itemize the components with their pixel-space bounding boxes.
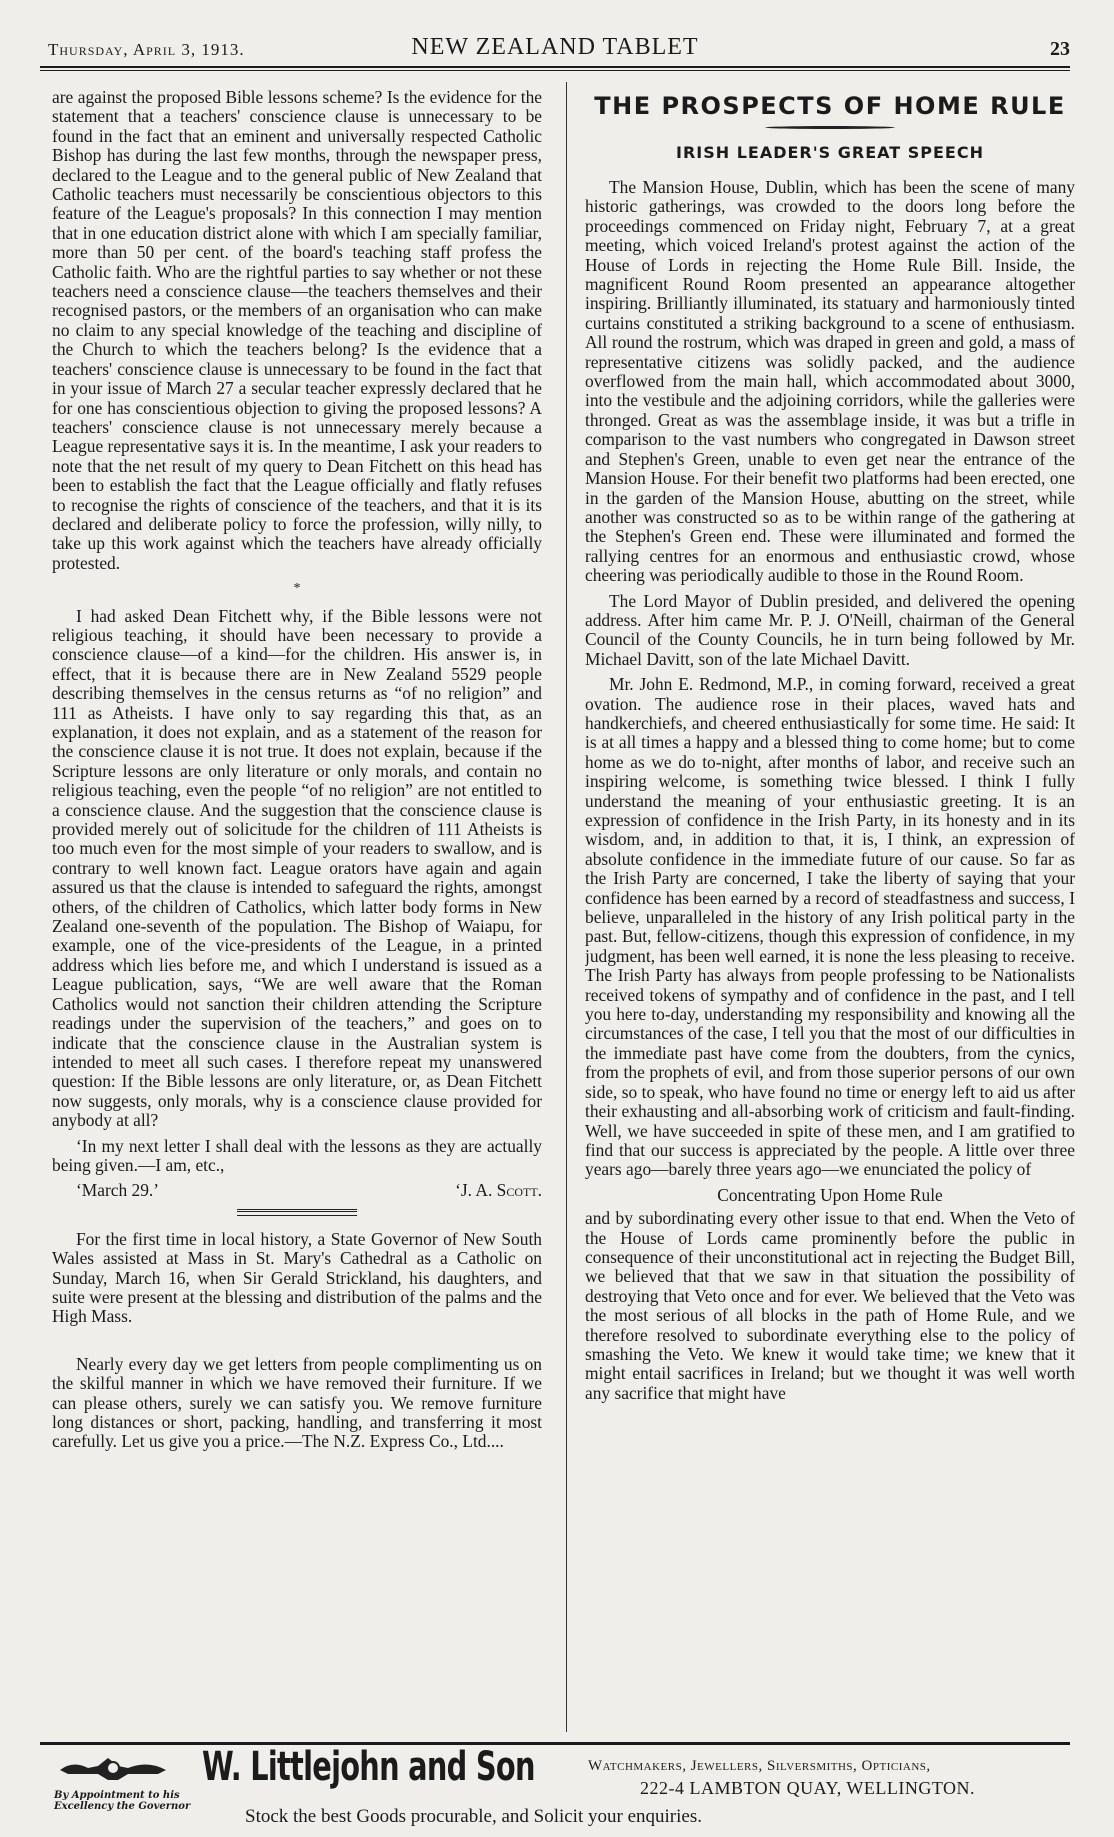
title-ornament [765,126,895,129]
letter-paragraph: are against the proposed Bible lessons scheme? Is the evidence for the statement that a teachers' conscience clause is unnecessary to be found in the fact that an eminent and universally respected Catholic Bishop has during the last few months, through the newspaper press, declared to the League and to the general public of New Zealand that Catholic teachers must necessarily be conscientious objectors to this feature of the League's proposals? In this connection I may mention that in one education district alone with which I am specially familiar, more than 50 per cent. of the board's teaching staff profess the Catholic faith. Who are the rightful parties to say whether or not these teachers need a conscience clause—the teachers themselves and their recognised pastors, or the members of an organisation who can make no claim to any special knowledge of the teaching and discipline of the Church to which the teachers belong? Is the evidence that a teachers' conscience clause is unnecessary to be found in the fact that in your issue of March 27 a secular teacher expressly declared that he for one has conscientious objection to giving the proposed lessons? A teachers' conscience clause is not unnecessary merely because a League representative says it is. In the meantime, I ask your readers to note that the net result of my query to Dean Fitchett on this head has been to establish the fact that the League officially and flatly refuses to recognise the rights of conscience of the teachers, and that it is its declared and deliberate policy to force the profession, willy nilly, to take up this work against which the teachers have already officially protested. [52,88,542,573]
news-paragraph: For the first time in local history, a State Governor of New South Wales assisted at Mass in St. Mary's Cathedral as a Catholic on Sunday, March 16, when Sir Gerald Strickland, his daughters, and suite were present at the blessing and distribution of the palms and the High Mass. [52,1228,542,1327]
letter-paragraph: I had asked Dean Fitchett why, if the Bible lessons were not religious teaching, it should have been necessary to provide a conscience clause—of a kind—for the children. His answer is, in effect, that it is because there are in New Zealand 5529 people describing themselves in the census returns as “of no religion” and 111 as Atheists. I have only to say regarding this that, as an explanation, it does not explain, and as a statement of the reason for the conscience clause it is not true. It does not explain, because if the Scripture lessons are only literature or only morals, and contain no religious teaching, even the people “of no religion” are not entitled to a conscience clause. And the suggestion that the conscience clause is provided merely out of solicitude for the children of 111 Atheists is too much even for the most simple of your readers to swallow, and is contrary to well known fact. League orators have again and again assured us that the clause is intended to safeguard the rights, amongst others, of the children of Catholics, which latter body forms in New Zealand one-seventh of the population. The Bishop of Waiapu, for example, one of the vice-presidents of the League, in a printed address which lies before me, and which I understand is issued as a League publication, says, “We are well aware that the Roman Catholics would not sanction their children attending the Scripture readings under the supervision of the teachers,” and goes on to indicate that the conscience clause in the Australian system is intended to meet all such cases. I therefore repeat my unanswered question: If the Bible lessons are only literature, or, as Dean Fitchett now suggests, only morals, why is a conscience clause provided for anybody at all? [52,605,542,1131]
advert-paragraph: Nearly every day we get letters from people complimenting us on the skilful manner in which we have removed their furniture. If we can please others, surely we can satisfy you. We remove furniture long distances or short, packing, handling, and transferring it most carefully. Let us give you a price.—The N.Z. Express Co., Ltd.... [52,1353,542,1452]
section-star: * [293,581,301,597]
right-column [585,88,1075,1728]
issue-date: Thursday, April 3, 1913. [48,40,245,59]
masthead-title: NEW ZEALAND TABLET [411,34,699,60]
footer-rule [40,1742,1070,1745]
header-rule-thin [40,70,1070,71]
firm-name: W. Littlejohn and Son [202,1744,535,1790]
page-number: 23 [1050,38,1070,60]
firm-address: 222-4 LAMBTON QUAY, WELLINGTON. [640,1778,975,1798]
left-column [52,88,542,1728]
appointment-line: By Appointment to his [54,1790,180,1801]
article-paragraph: The Mansion House, Dublin, which has been the scene of many historic gatherings, was crowded to the doors long before the proceedings commenced on Friday night, February 7, at a great meeting, which voiced Ireland's protest against the action of the House of Lords in rejecting the Home Rule Bill. Inside, the magnificent Round Room presented an appearance altogether inspiring. Brilliantly illuminated, its statuary and harmoniously tinted curtains constituted a striking background to a scene of enthusiasm. All round the rostrum, which was draped in green and gold, a mass of representative citizens was solidly packed, and the audience overflowed from the main hall, which accommodated about 3000, into the vestibule and the adjoining corridors, while the galleries were thronged. Great as was the assemblage inside, it was but a trifle in comparison to the vast numbers who congregated in Dawson street and Stephen's Green, unable to even get near the entrance of the Mansion House. For their benefit two platforms had been erected, one in the garden of the Mansion House, abutting on the street, while another was constructed so as to be within range of the gathering at the Stephen's Green end. These were illuminated and formed the rallying centres for an enormous and enthusiastic crowd, whose cheering was periodically audible to those in the Round Room. [585,177,1075,586]
appointment-note [54,1790,190,1812]
article-paragraph: and by subordinating every other issue to that end. When the Veto of the House of Lords came prominently before the public in consequence of their unconstitutional act in rejecting the Budget Bill, we believed that that we saw in that situation the possibility of destroying that Veto once and for ever. We believed that the Veto was the most serious of all blocks in the path of Home Rule, and we therefore resolved to subordinate everything else to the policy of smashing the Veto. We knew it would take time; we knew that it might entail sacrifices in Ireland; but we thought it was well worth any sacrifice that might have [585,1208,1075,1403]
section-separator [237,1209,357,1216]
article-paragraph: The Lord Mayor of Dublin presided, and delivered the opening address. After him came Mr. P. J. O'Neill, chairman of the General Council of the County Councils, he in turn being followed by Mr. Michael Davitt, son of the late Michael Davitt. [585,590,1075,669]
page-header [40,34,1070,64]
advertisement-footer [40,1744,1070,1828]
article-subtitle: IRISH LEADER'S GREAT SPEECH [676,143,984,162]
article-title: THE PROSPECTS OF HOME RULE [594,92,1066,120]
letter-signature: ‘J. A. Scott. [455,1180,542,1201]
article-subheading: Concentrating Upon Home Rule [717,1184,943,1205]
letter-signoff [76,1181,542,1200]
letter-date: ‘March 29.’ [76,1180,160,1201]
firm-trades: Watchmakers, Jewellers, Silversmiths, Opticians, [588,1758,931,1774]
firm-tagline: Stock the best Goods procurable, and Solicit your enquiries. [245,1806,702,1827]
appointment-line: Excellency the Governor [54,1801,191,1812]
letter-paragraph: ‘In my next letter I shall deal with the lessons as they are actually being given.—I am, etc., [52,1135,542,1175]
article-paragraph: Mr. John E. Redmond, M.P., in coming forward, received a great ovation. The audience rose in their places, waved hats and handkerchiefs, and cheered enthusiastically for some time. He said: It is at all times a happy and a blessed thing to come home; but to come home as we do to-night, after months of labor, and receive such an inspiring welcome, is something twice blessed. I think I fully understand the meaning of your enthusiastic greeting. It is an expression of confidence in the Irish Party, in its honesty and in its wisdom, and, in addition to that, it is, I think, an expression of absolute confidence in the immediate future of our cause. So far as the Irish Party are concerned, I take the liberty of saying that your confidence has been earned by a record of steadfastness and success, I believe, unparalleled in the history of any Irish political party in the past. But, fellow-citizens, though this expression of confidence, in my judgment, has been well earned, it is none the less pleasing to receive. The Irish Party has always from people professing to be Nationalists received tokens of sympathy and of confidence in the past, and I tell you here to-day, understanding my responsibility and knowing all the circumstances of the case, I tell you that the most of our difficulties in the immediate past have come from the doubters, from the cynics, from the prophets of evil, and from those superior persons of our own side, so to speak, who have found no time or energy left to aid us after their exhausting and all-absorbing work of criticism and fault-finding. Well, we have succeeded in spite of these men, and I am gratified to find that our success is appreciated by the people. A little over three years ago—barely three years ago—we enunciated the policy of [585,674,1075,1180]
royal-crest-icon [58,1752,168,1782]
header-rule [40,66,1070,68]
column-divider [566,82,567,1732]
